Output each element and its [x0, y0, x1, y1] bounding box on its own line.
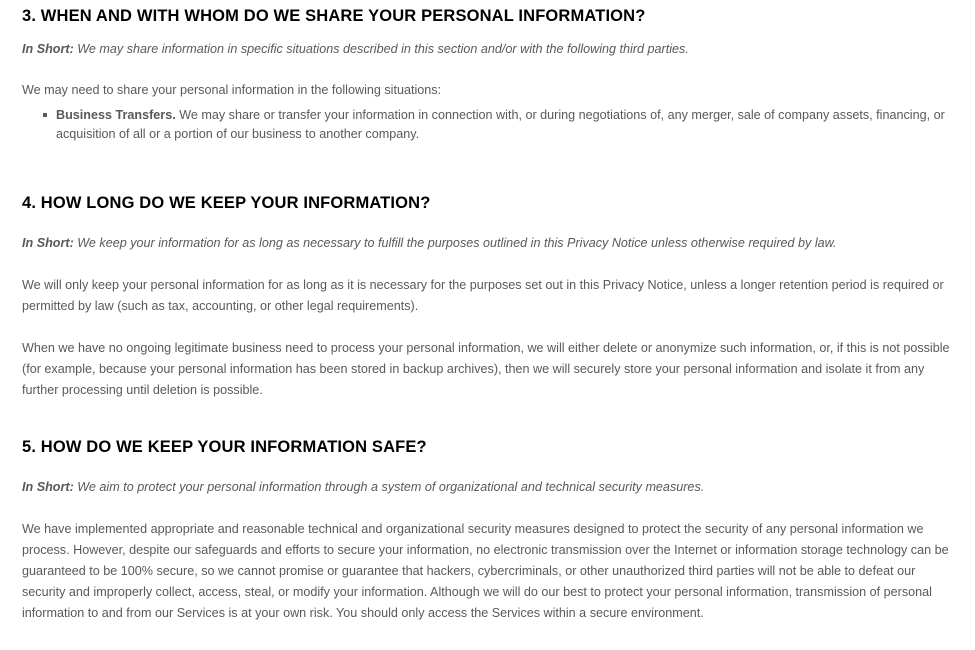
- section-3-in-short: [22, 40, 953, 58]
- section-3-bullet-list: [22, 106, 953, 143]
- section-3-paragraph-1: We may need to share your personal information in the following situations:: [22, 83, 442, 97]
- section-4-in-short: [22, 234, 953, 252]
- section-3: [22, 0, 953, 143]
- in-short-label: In Short:: [22, 42, 74, 56]
- section-5-heading: 5. HOW DO WE KEEP YOUR INFORMATION SAFE?: [22, 438, 427, 456]
- list-item: [56, 106, 953, 143]
- in-short-label: In Short:: [22, 480, 74, 494]
- section-3-heading: 3. WHEN AND WITH WHOM DO WE SHARE YOUR PERSONAL INFORMATION?: [22, 7, 646, 25]
- section-4-heading: 4. HOW LONG DO WE KEEP YOUR INFORMATION?: [22, 194, 431, 212]
- in-short-text: We keep your information for as long as necessary to fulfill the purposes outlined in this Privacy Notice unless otherwise required by law.: [73, 236, 837, 250]
- in-short-text: We aim to protect your personal information through a system of organizational and technical security measures.: [73, 480, 705, 494]
- section-4-paragraph-1: We will only keep your personal information for as long as it is necessary for the purposes set out in this Privacy Notice, unless a longer retention period is required or permitted by law (such as tax, accounting, or other legal requirements).: [22, 278, 944, 313]
- in-short-label: In Short:: [22, 236, 74, 250]
- section-5-paragraph-1: We have implemented appropriate and reasonable technical and organizational security measures designed to protect the security of any personal information we process. However, despite our safeguards and efforts to secure your information, no electronic transmission over the Internet or information storage technology can be guaranteed to be 100% secure, so we cannot promise or guarantee that hackers, cybercriminals, or other unauthorized third parties will not be able to defeat our security and improperly collect, access, steal, or modify your information. Although we will do our best to protect your personal information, transmission of personal information to and from our Services is at your own risk. You should only access the Services within a secure environment.: [22, 522, 949, 620]
- section-5-in-short: [22, 478, 953, 496]
- section-4-paragraph-2: When we have no ongoing legitimate business need to process your personal information, we will either delete or anonymize such information, or, if this is not possible (for example, because your personal information has been stored in backup archives), then we will securely store your personal information and isolate it from any further processing until deletion is possible.: [22, 341, 950, 397]
- bullet-text: We may share or transfer your information in connection with, or during negotiations of, any merger, sale of company assets, financing, or acquisition of all or a portion of our business to another company.: [56, 108, 945, 141]
- section-5: [22, 437, 953, 624]
- section-4: [22, 193, 953, 401]
- bullet-icon: [43, 113, 47, 117]
- in-short-text: We may share information in specific situations described in this section and/or with the following third parties.: [73, 42, 689, 56]
- bullet-title: Business Transfers.: [56, 108, 176, 122]
